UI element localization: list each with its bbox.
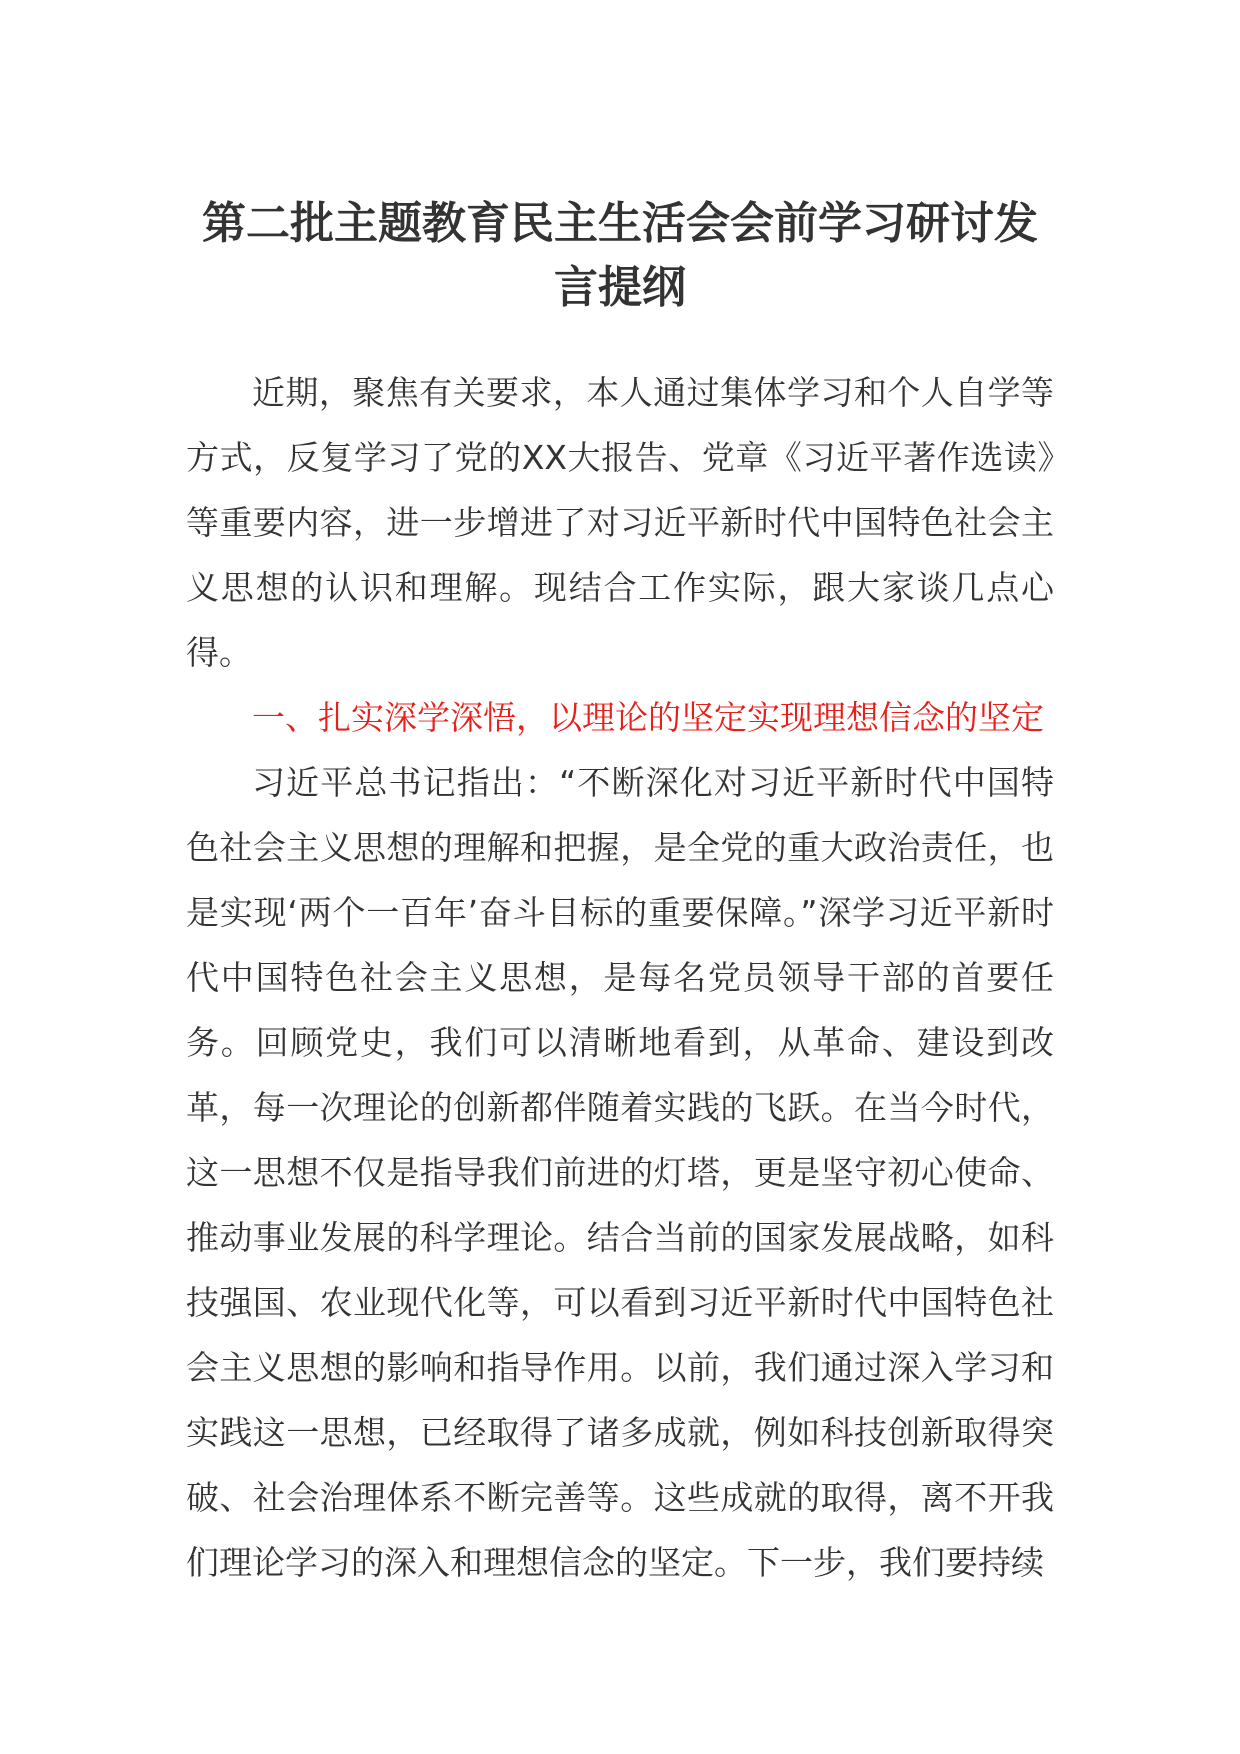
document-title: 第二批主题教育民主生活会会前学习研讨发言提纲	[202, 198, 1038, 313]
intro-paragraph: 近期，聚焦有关要求，本人通过集体学习和个人自学等方式，反复学习了党的XX大报告、党章《习近平著作选读》等重要内容，进一步增进了对习近平新时代中国特色社会主义思想的认识和理解。现结合工作实际，跟大家谈几点心得。	[186, 373, 1054, 672]
document-body	[186, 360, 1054, 1595]
section-1-paragraph: 习近平总书记指出：“不断深化对习近平新时代中国特色社会主义思想的理解和把握，是全党的重大政治责任，也是实现‘两个一百年’奋斗目标的重要保障。”深学习近平新时代中国特色社会主义思想，是每名党员领导干部的首要任务。回顾党史，我们可以清晰地看到，从革命、建设到改革，每一次理论的创新都伴随着实践的飞跃。在当今时代，这一思想不仅是指导我们前进的灯塔，更是坚守初心使命、推动事业发展的科学理论。结合当前的国家发展战略，如科技强国、农业现代化等，可以看到习近平新时代中国特色社会主义思想的影响和指导作用。以前，我们通过深入学习和实践这一思想，已经取得了诸多成就，例如科技创新取得突破、社会治理体系不断完善等。这些成就的取得，离不开我们理论学习的深入和理想信念的坚定。下一步，我们要持续	[186, 763, 1054, 1582]
section-heading-1: 一、扎实深学深悟，以理论的坚定实现理想信念的坚定	[252, 698, 1044, 737]
